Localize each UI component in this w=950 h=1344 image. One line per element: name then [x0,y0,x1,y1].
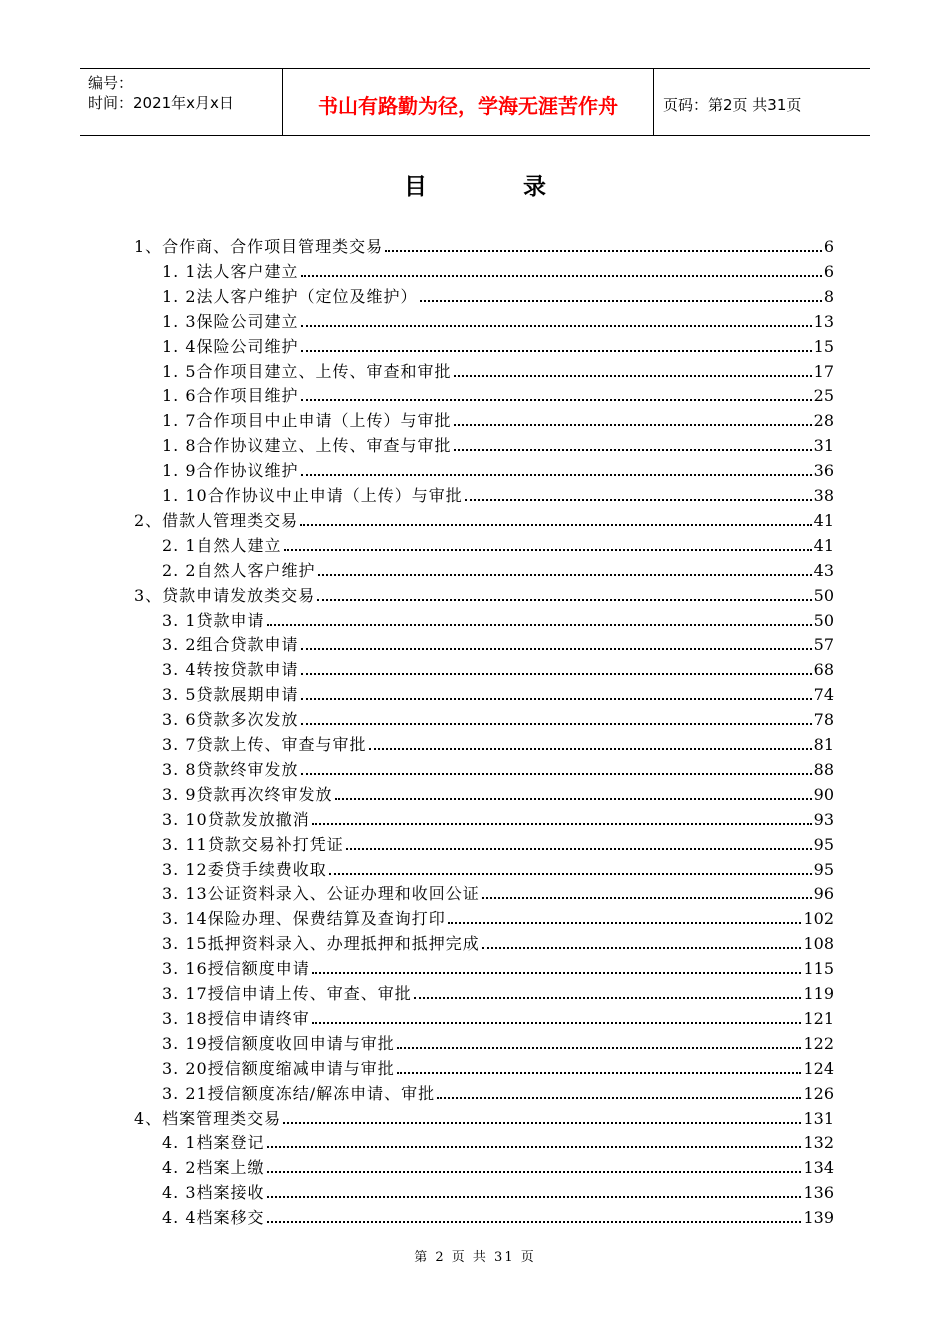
toc-entry-title: 3. 18授信申请终审 [162,1008,310,1028]
toc-entry-title: 3. 5贷款展期申请 [162,685,299,705]
toc-entry[interactable] [162,532,834,557]
toc-entry-page: 121 [803,1008,834,1028]
toc-leader-dots [312,972,802,974]
toc-entry-title: 3. 15抵押资料录入、办理抵押和抵押完成 [162,934,480,954]
toc-entry-page: 90 [813,784,834,804]
toc-leader-dots [448,922,802,924]
toc-leader-dots [397,1072,802,1074]
toc-entry-title: 1. 5合作项目建立、上传、审查和审批 [162,361,452,381]
toc-entry[interactable] [162,905,834,930]
toc-leader-dots [267,1221,802,1223]
toc-leader-dots [267,1171,802,1173]
toc-entry-page: 93 [813,809,834,829]
toc-leader-dots [312,1022,802,1024]
toc-entry-page: 119 [803,984,834,1003]
toc-leader-dots [267,1146,802,1148]
toc-entry-page: 134 [803,1158,834,1178]
toc-entry-page: 6 [823,261,834,281]
toc-entry-title: 3. 1贷款申请 [162,610,265,630]
toc-entry[interactable] [134,1105,834,1130]
toc-leader-dots [454,449,812,451]
toc-entry-page: 31 [813,436,834,456]
toc-entry[interactable] [162,557,834,582]
toc-entry-page: 41 [813,535,834,555]
toc-entry-title: 1. 4保险公司维护 [162,336,299,356]
toc-entry[interactable] [162,1129,834,1154]
toc-leader-dots [267,1196,802,1198]
toc-entry-page: 78 [813,710,834,730]
toc-leader-dots [301,474,812,476]
toc-entry-title: 3. 4转按贷款申请 [162,660,299,680]
toc-entry[interactable] [162,656,834,681]
toc-entry-title: 1. 1法人客户建立 [162,261,299,281]
toc-entry-title: 1. 2法人客户维护（定位及维护） [162,286,418,306]
toc-leader-dots [284,549,812,551]
toc-leader-dots [437,1097,801,1099]
toc-entry[interactable] [162,930,834,955]
toc-entry[interactable] [162,1005,834,1030]
toc-entry[interactable] [162,432,834,457]
toc-entry-title: 3. 14保险办理、保费结算及查询打印 [162,909,446,929]
toc-entry[interactable] [162,706,834,731]
toc-entry-page: 36 [813,461,834,481]
toc-entry[interactable] [162,681,834,706]
toc-entry[interactable] [162,258,834,283]
toc-entry[interactable] [162,333,834,358]
toc-entry[interactable] [162,607,834,632]
toc-entry-page: 74 [813,685,834,705]
toc-leader-dots [301,275,822,277]
toc-entry-title: 3. 16授信额度申请 [162,959,310,979]
toc-leader-dots [346,848,812,850]
toc-leader-dots [335,798,812,800]
header-number-label: 编号： [88,74,134,92]
toc-leader-dots [329,873,812,875]
toc-entry-page: 131 [803,1108,834,1128]
toc-entry[interactable] [162,980,834,1005]
toc-entry-page: 95 [813,834,834,854]
toc-entry-page: 50 [813,610,834,630]
toc-entry[interactable] [134,507,834,532]
toc-entry-title: 3. 2组合贷款申请 [162,635,299,655]
toc-leader-dots [301,648,812,650]
toc-entry-page: 17 [813,361,834,381]
toc-leader-dots [312,823,812,825]
toc-entry-title: 2. 2自然人客户维护 [162,560,316,580]
toc-entry-title: 3. 11贷款交易补打凭证 [162,834,344,854]
toc-entry-title: 4. 3档案接收 [162,1183,265,1203]
toc-entry-title: 4. 2档案上缴 [162,1158,265,1178]
toc-leader-dots [301,773,812,775]
toc-entry[interactable] [162,856,834,881]
header-time-label: 时间：2021年x月x日 [88,94,234,112]
toc-leader-dots [465,499,812,501]
toc-leader-dots [454,424,812,426]
toc-entry-title: 3. 6贷款多次发放 [162,710,299,730]
toc-entry[interactable] [162,1080,834,1105]
toc-entry-page: 122 [803,1033,834,1053]
toc-entry[interactable] [162,457,834,482]
toc-entry[interactable] [162,358,834,383]
toc-entry-page: 28 [813,411,834,431]
toc-leader-dots [385,250,822,252]
toc-entry-title: 3. 20授信额度缩减申请与审批 [162,1058,395,1078]
toc-entry-title: 1、合作商、合作项目管理类交易 [134,237,384,256]
toc-entry-title: 4. 1档案登记 [162,1133,265,1153]
toc-entry[interactable] [162,781,834,806]
toc-leader-dots [300,524,811,526]
toc-entry-page: 15 [813,336,834,356]
toc-entry[interactable] [162,308,834,333]
toc-entry-title: 4. 4档案移交 [162,1208,265,1228]
toc-entry-page: 115 [803,959,834,979]
toc-entry[interactable] [162,831,834,856]
toc-entry[interactable] [162,382,834,407]
toc-entry-title: 3. 9贷款再次终审发放 [162,784,333,804]
toc-entry[interactable] [162,1030,834,1055]
toc-entry[interactable] [162,955,834,980]
toc-leader-dots [414,997,802,999]
toc-entry[interactable] [134,233,834,258]
toc-entry-title: 3. 21授信额度冻结/解冻申请、审批 [162,1083,436,1103]
toc-entry-page: 68 [813,660,834,680]
toc-entry[interactable] [162,1204,834,1229]
toc-entry-page: 50 [813,585,834,605]
toc-leader-dots [420,300,822,302]
toc-entry-page: 136 [803,1183,834,1203]
toc-entry[interactable] [162,631,834,656]
toc-entry-title: 1. 9合作协议维护 [162,461,299,481]
toc-leader-dots [301,350,812,352]
page-header [80,68,870,136]
toc-entry[interactable] [162,756,834,781]
toc-leader-dots [397,1047,802,1049]
toc-entry[interactable] [162,806,834,831]
toc-entry-title: 3. 17授信申请上传、审查、审批 [162,984,412,1003]
toc-entry-title: 1. 8合作协议建立、上传、审查与审批 [162,436,452,456]
toc-leader-dots [482,947,802,949]
toc-entry[interactable] [162,880,834,905]
toc-entry-page: 95 [813,859,834,879]
toc-leader-dots [317,599,811,601]
toc-entry-title: 3. 10贷款发放撤消 [162,809,310,829]
toc-entry-title: 3. 12委贷手续费收取 [162,859,327,879]
toc-entry-page: 81 [813,735,834,754]
header-page-code: 页码：第2页 共31页 [663,95,802,114]
toc-entry-page: 96 [813,884,834,904]
toc-leader-dots [301,399,812,401]
header-slogan: 书山有路勤为径，学海无涯苦作舟 [282,69,654,135]
toc-leader-dots [482,897,812,899]
toc-leader-dots [454,375,812,377]
toc-entry-title: 3. 7贷款上传、审查与审批 [162,735,367,754]
toc-entry-title: 1. 6合作项目维护 [162,386,299,406]
toc-leader-dots [301,698,812,700]
toc-leader-dots [301,325,812,327]
toc-entry-page: 126 [803,1083,834,1103]
toc-entry[interactable] [162,407,834,432]
toc-entry[interactable] [162,1179,834,1204]
toc-leader-dots [369,748,812,750]
toc-entry[interactable] [162,283,834,308]
toc-entry-page: 124 [803,1058,834,1078]
toc-entry[interactable] [162,1055,834,1080]
toc-entry-title: 3. 8贷款终审发放 [162,759,299,779]
toc-entry-title: 2. 1自然人建立 [162,535,282,555]
toc-leader-dots [301,723,812,725]
toc-entry-page: 6 [823,237,834,256]
toc-leader-dots [318,574,812,576]
header-meta [80,69,282,135]
toc-entry-title: 4、档案管理类交易 [134,1108,282,1128]
toc-title: 目 录 [403,174,590,200]
toc-entry-title: 3. 13公证资料录入、公证办理和收回公证 [162,884,480,904]
toc-entry-page: 43 [813,560,834,580]
toc-entry-page: 41 [813,510,834,530]
toc-entry-title: 3. 19授信额度收回申请与审批 [162,1033,395,1053]
toc-entry-page: 38 [813,486,834,505]
toc-entry-title: 1. 10合作协议中止申请（上传）与审批 [162,486,463,505]
toc-entry-title: 1. 7合作项目中止申请（上传）与审批 [162,411,452,431]
toc-leader-dots [283,1122,801,1124]
toc-entry-page: 88 [813,759,834,779]
toc-entry[interactable] [134,582,834,607]
toc-entry[interactable] [162,482,834,507]
toc-entry-page: 25 [813,386,834,406]
toc-entry-page: 13 [813,311,834,331]
toc-entry[interactable] [162,731,834,756]
toc-entry-title: 1. 3保险公司建立 [162,311,299,331]
toc-entry-page: 57 [813,635,834,655]
toc-entry[interactable] [162,1154,834,1179]
page-footer: 第 2 页 共 31 页 [414,1250,536,1265]
toc-entry-title: 2、借款人管理类交易 [134,510,299,530]
toc-entry-page: 139 [803,1208,834,1228]
toc-entry-page: 108 [803,934,834,954]
toc-leader-dots [267,624,812,626]
toc-entry-page: 132 [803,1133,834,1153]
toc-entry-title: 3、贷款申请发放类交易 [134,585,316,605]
toc-entry-page: 102 [803,909,834,929]
toc-leader-dots [301,673,812,675]
toc-entry-page: 8 [823,286,834,306]
